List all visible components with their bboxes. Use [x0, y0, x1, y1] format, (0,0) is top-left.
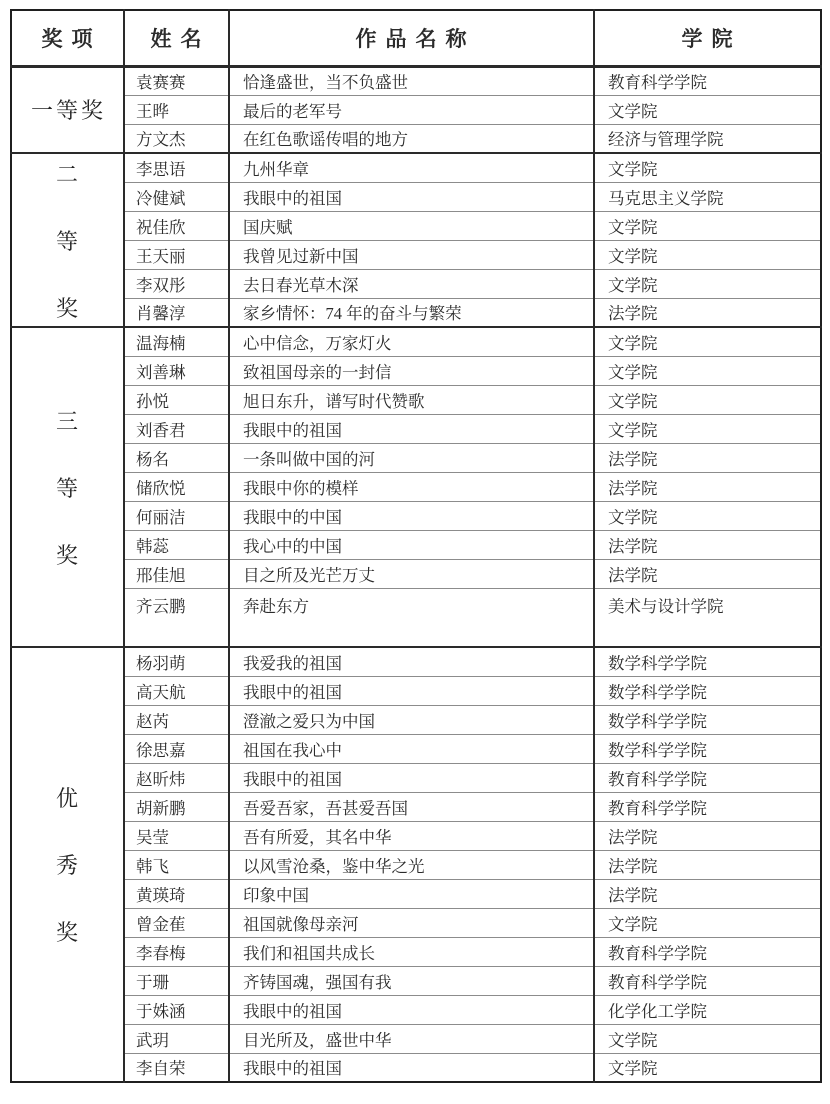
table-row — [11, 821, 821, 850]
work-cell: 目光所及，盛世中华 — [229, 1024, 594, 1053]
name-cell: 曾金萑 — [124, 908, 229, 937]
table-row — [11, 676, 821, 705]
table-row — [11, 269, 821, 298]
name-cell: 韩蕊 — [124, 530, 229, 559]
college-cell: 马克思主义学院 — [594, 182, 821, 211]
table-row — [11, 995, 821, 1024]
work-cell: 去日春光草木深 — [229, 269, 594, 298]
award-label-char: 二 — [55, 161, 78, 187]
college-cell: 法学院 — [594, 472, 821, 501]
table-row — [11, 501, 821, 530]
college-cell: 法学院 — [594, 530, 821, 559]
name-cell: 刘善琳 — [124, 356, 229, 385]
column-header-name: 姓名 — [124, 10, 229, 66]
name-cell: 李双彤 — [124, 269, 229, 298]
table-row — [11, 443, 821, 472]
table-row — [11, 153, 821, 182]
college-cell: 数学科学学院 — [594, 705, 821, 734]
work-cell: 最后的老军号 — [229, 95, 594, 124]
work-cell: 九州华章 — [229, 153, 594, 182]
award-label-char: 奖 — [55, 295, 78, 321]
college-cell: 化学化工学院 — [594, 995, 821, 1024]
name-cell: 温海楠 — [124, 327, 229, 356]
college-cell: 教育科学学院 — [594, 792, 821, 821]
work-cell: 吾爱吾家，吾甚爱吾国 — [229, 792, 594, 821]
name-cell: 李春梅 — [124, 937, 229, 966]
college-cell: 文学院 — [594, 95, 821, 124]
college-cell: 文学院 — [594, 1053, 821, 1082]
work-cell: 齐铸国魂，强国有我 — [229, 966, 594, 995]
college-cell: 法学院 — [594, 559, 821, 588]
college-cell: 文学院 — [594, 1024, 821, 1053]
work-cell: 奔赴东方 — [229, 588, 594, 647]
table-row — [11, 966, 821, 995]
table-header — [11, 10, 821, 66]
table-row — [11, 211, 821, 240]
award-label-char: 奖 — [55, 920, 78, 945]
table-row — [11, 385, 821, 414]
name-cell: 李思语 — [124, 153, 229, 182]
table-row — [11, 182, 821, 211]
table-row — [11, 1053, 821, 1082]
name-cell: 胡新鹏 — [124, 792, 229, 821]
table-row — [11, 763, 821, 792]
work-cell: 我爱我的祖国 — [229, 647, 594, 676]
name-cell: 袁赛赛 — [124, 66, 229, 95]
award-label: 一等奖 — [11, 66, 124, 153]
college-cell: 法学院 — [594, 443, 821, 472]
awards-table — [10, 9, 822, 1083]
college-cell: 文学院 — [594, 356, 821, 385]
table-row — [11, 356, 821, 385]
table-row — [11, 1024, 821, 1053]
table-row — [11, 95, 821, 124]
work-cell: 以风雪沧桑，鉴中华之光 — [229, 850, 594, 879]
work-cell: 一条叫做中国的河 — [229, 443, 594, 472]
work-cell: 在红色歌谣传唱的地方 — [229, 124, 594, 153]
college-cell: 法学院 — [594, 850, 821, 879]
name-cell: 王天丽 — [124, 240, 229, 269]
award-label — [11, 327, 124, 647]
college-cell: 文学院 — [594, 211, 821, 240]
work-cell: 我眼中的祖国 — [229, 676, 594, 705]
name-cell: 吴莹 — [124, 821, 229, 850]
college-cell: 文学院 — [594, 501, 821, 530]
table-row — [11, 588, 821, 647]
award-label-char: 秀 — [55, 853, 78, 878]
college-cell: 经济与管理学院 — [594, 124, 821, 153]
table-row — [11, 908, 821, 937]
work-cell: 国庆赋 — [229, 211, 594, 240]
table-row — [11, 850, 821, 879]
name-cell: 赵芮 — [124, 705, 229, 734]
table-row — [11, 559, 821, 588]
work-cell: 致祖国母亲的一封信 — [229, 356, 594, 385]
work-cell: 印象中国 — [229, 879, 594, 908]
table-row — [11, 879, 821, 908]
column-header-college: 学院 — [594, 10, 821, 66]
table-row — [11, 472, 821, 501]
name-cell: 李自荣 — [124, 1053, 229, 1082]
table-row — [11, 647, 821, 676]
name-cell: 刘香君 — [124, 414, 229, 443]
work-cell: 我眼中的祖国 — [229, 182, 594, 211]
name-cell: 徐思嘉 — [124, 734, 229, 763]
college-cell: 教育科学学院 — [594, 966, 821, 995]
college-cell: 数学科学学院 — [594, 647, 821, 676]
college-cell: 教育科学学院 — [594, 763, 821, 792]
work-cell: 我心中的中国 — [229, 530, 594, 559]
college-cell: 文学院 — [594, 269, 821, 298]
work-cell: 旭日东升，谱写时代赞歌 — [229, 385, 594, 414]
work-cell: 我眼中的祖国 — [229, 1053, 594, 1082]
name-cell: 武玥 — [124, 1024, 229, 1053]
name-cell: 肖馨淳 — [124, 298, 229, 327]
name-cell: 杨羽萌 — [124, 647, 229, 676]
table-row — [11, 705, 821, 734]
award-label-char: 三 — [55, 408, 78, 434]
award-label — [11, 647, 124, 1082]
table-row — [11, 66, 821, 95]
name-cell: 邢佳旭 — [124, 559, 229, 588]
work-cell: 澄澈之爱只为中国 — [229, 705, 594, 734]
work-cell: 祖国就像母亲河 — [229, 908, 594, 937]
name-cell: 赵昕炜 — [124, 763, 229, 792]
work-cell: 我眼中的祖国 — [229, 763, 594, 792]
college-cell: 文学院 — [594, 908, 821, 937]
name-cell: 齐云鹏 — [124, 588, 229, 647]
college-cell: 文学院 — [594, 327, 821, 356]
table-row — [11, 792, 821, 821]
name-cell: 韩飞 — [124, 850, 229, 879]
name-cell: 杨名 — [124, 443, 229, 472]
name-cell: 孙悦 — [124, 385, 229, 414]
work-cell: 家乡情怀：74 年的奋斗与繁荣 — [229, 298, 594, 327]
name-cell: 方文杰 — [124, 124, 229, 153]
work-cell: 恰逢盛世，当不负盛世 — [229, 66, 594, 95]
college-cell: 法学院 — [594, 879, 821, 908]
table-row — [11, 414, 821, 443]
college-cell: 文学院 — [594, 153, 821, 182]
name-cell: 储欣悦 — [124, 472, 229, 501]
work-cell: 我曾见过新中国 — [229, 240, 594, 269]
award-label — [11, 153, 124, 327]
work-cell: 吾有所爱，其名中华 — [229, 821, 594, 850]
college-cell: 法学院 — [594, 821, 821, 850]
name-cell: 黄瑛琦 — [124, 879, 229, 908]
college-cell: 美术与设计学院 — [594, 588, 821, 647]
work-cell: 我眼中的祖国 — [229, 995, 594, 1024]
award-label-char: 优 — [55, 786, 78, 811]
name-cell: 于珊 — [124, 966, 229, 995]
name-cell: 王晔 — [124, 95, 229, 124]
award-label-char: 等 — [55, 475, 78, 501]
work-cell: 我眼中你的模样 — [229, 472, 594, 501]
work-cell: 目之所及光芒万丈 — [229, 559, 594, 588]
table-row — [11, 298, 821, 327]
work-cell: 我眼中的祖国 — [229, 414, 594, 443]
work-cell: 我们和祖国共成长 — [229, 937, 594, 966]
column-header-work: 作品名称 — [229, 10, 594, 66]
table-row — [11, 124, 821, 153]
work-cell: 祖国在我心中 — [229, 734, 594, 763]
work-cell: 心中信念，万家灯火 — [229, 327, 594, 356]
header-row — [11, 10, 821, 66]
table-row — [11, 240, 821, 269]
table-row — [11, 734, 821, 763]
work-cell: 我眼中的中国 — [229, 501, 594, 530]
college-cell: 文学院 — [594, 385, 821, 414]
column-header-award: 奖项 — [11, 10, 124, 66]
college-cell: 数学科学学院 — [594, 734, 821, 763]
college-cell: 文学院 — [594, 240, 821, 269]
table-row — [11, 327, 821, 356]
college-cell: 文学院 — [594, 414, 821, 443]
name-cell: 于姝涵 — [124, 995, 229, 1024]
table-row — [11, 530, 821, 559]
table-row — [11, 937, 821, 966]
name-cell: 何丽洁 — [124, 501, 229, 530]
college-cell: 法学院 — [594, 298, 821, 327]
college-cell: 教育科学学院 — [594, 66, 821, 95]
name-cell: 冷健斌 — [124, 182, 229, 211]
college-cell: 数学科学学院 — [594, 676, 821, 705]
name-cell: 祝佳欣 — [124, 211, 229, 240]
college-cell: 教育科学学院 — [594, 937, 821, 966]
award-label-char: 等 — [55, 228, 78, 254]
awards-table-body — [11, 66, 821, 1082]
award-label-char: 奖 — [55, 542, 78, 568]
name-cell: 高天航 — [124, 676, 229, 705]
